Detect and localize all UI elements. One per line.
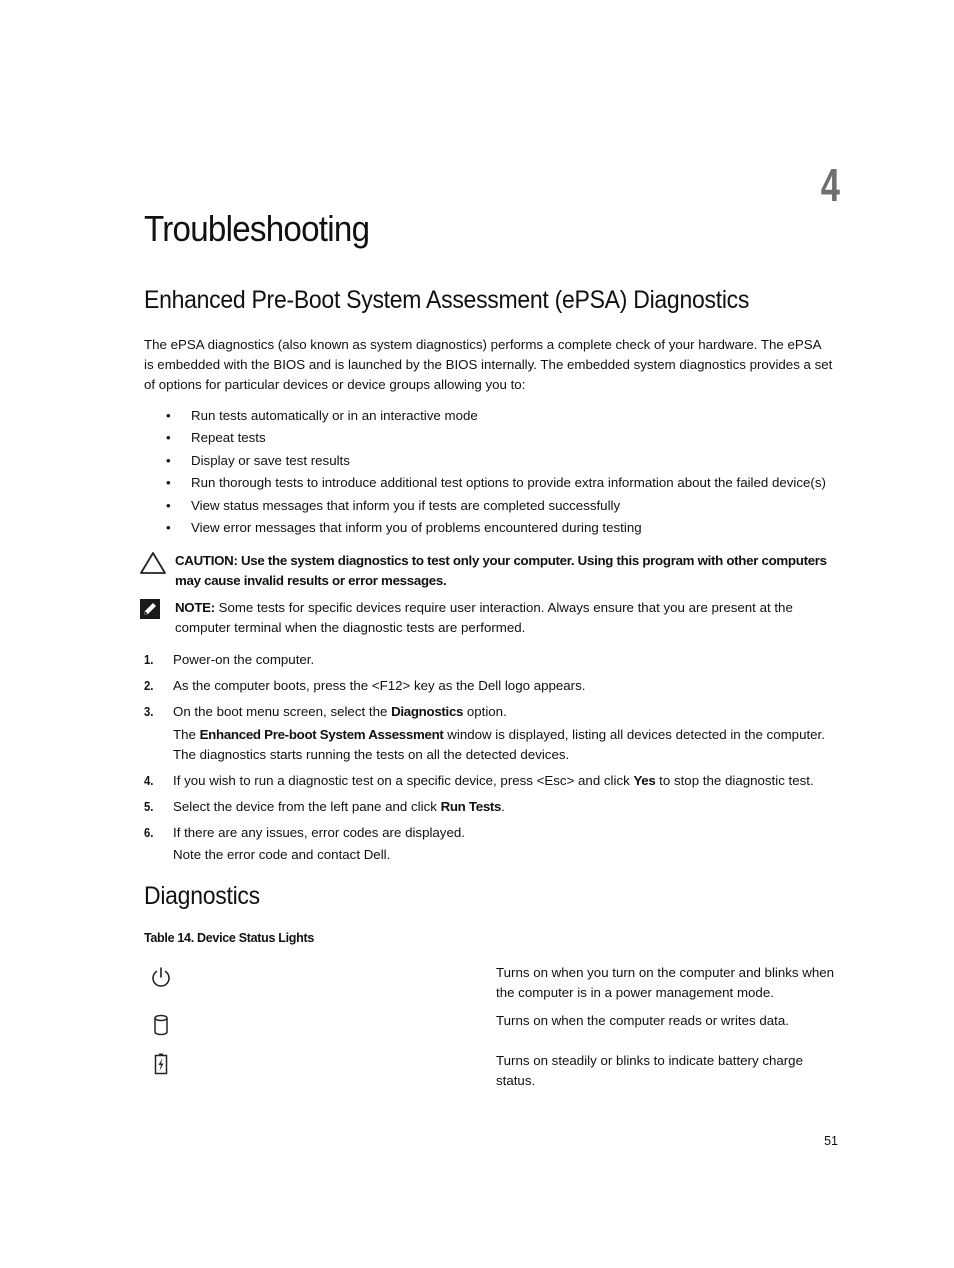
step-subtext: The Enhanced Pre-boot System Assessment window is displayed, listing all devices detected in the computer. The diagnostics starts running the tests on all the detected devices.: [173, 727, 825, 762]
list-item-text: View status messages that inform you if tests are completed successfully: [191, 497, 621, 513]
status-light-description: Turns on when you turn on the computer and blinks when the computer is in a power management mode.: [496, 965, 835, 1000]
step-text: As the computer boots, press the <F12> key as the Dell logo appears.: [173, 678, 586, 693]
step-text: If there are any issues, error codes are displayed.: [173, 825, 465, 840]
hard-drive-icon: [148, 1012, 174, 1038]
note-label: NOTE:: [175, 600, 215, 615]
procedure-steps: [144, 650, 834, 865]
step-text: Power-on the computer.: [173, 652, 315, 667]
list-item-text: Display or save test results: [191, 452, 350, 468]
list-item: • Repeat tests: [166, 430, 266, 446]
section-heading-epsa: Enhanced Pre-Boot System Assessment (ePSA) Diagnostics: [144, 286, 750, 314]
note-body: Some tests for specific devices require user interaction. Always ensure that you are present at the computer terminal when the diagnostic tests are performed.: [175, 600, 793, 635]
step-number: 4.: [144, 773, 154, 788]
note-text: [175, 598, 835, 637]
list-item-text: Run tests automatically or in an interactive mode: [191, 408, 478, 423]
step-subtext: Note the error code and contact Dell.: [173, 847, 391, 862]
step-number: 6.: [144, 825, 154, 840]
list-item: [144, 771, 834, 791]
list-item: [144, 823, 834, 865]
step-text: On the boot menu screen, select the Diagnostics option.: [173, 704, 507, 719]
table-caption: Table 14. Device Status Lights: [144, 931, 314, 945]
step-text: If you wish to run a diagnostic test on a specific device, press <Esc> and click Yes to stop the diagnostic test.: [173, 773, 814, 788]
list-item: [144, 702, 834, 765]
caution-text: CAUTION: Use the system diagnostics to test only your computer. Using this program with other computers may cause invalid results or error messages.: [175, 553, 827, 588]
list-item: • Display or save test results: [166, 452, 350, 468]
status-light-description: Turns on when the computer reads or writes data.: [496, 1013, 789, 1028]
battery-charge-icon: [148, 1051, 174, 1077]
list-item: [144, 650, 834, 670]
list-item-text: Repeat tests: [191, 430, 266, 446]
chapter-number: 4: [820, 159, 840, 211]
page-number: 51: [824, 1134, 838, 1148]
list-item-text: Run thorough tests to introduce additional test options to provide extra information about the failed device(s): [191, 475, 826, 491]
step-number: 3.: [144, 704, 154, 719]
status-light-description: Turns on steadily or blinks to indicate battery charge status.: [496, 1053, 803, 1088]
list-item: [144, 676, 834, 696]
section-heading-diagnostics: Diagnostics: [144, 882, 260, 910]
step-number: 2.: [144, 678, 154, 693]
chapter-title: Troubleshooting: [144, 208, 370, 249]
list-item: • Run tests automatically or in an interactive mode: [166, 408, 478, 423]
capability-list: [144, 405, 834, 539]
step-number: 5.: [144, 799, 154, 814]
step-text: Select the device from the left pane and click Run Tests.: [173, 799, 505, 814]
list-item-text: View error messages that inform you of problems encountered during testing: [191, 519, 642, 535]
power-icon: [148, 964, 174, 990]
list-item: • View status messages that inform you if tests are completed successfully: [166, 497, 621, 513]
intro-paragraph: The ePSA diagnostics (also known as system diagnostics) performs a complete check of your hardware. The ePSA is embedded with the BIOS and is launched by the BIOS internally. The embedded system diagnostics provides a set of options for particular devices or device groups allowing you to:: [144, 337, 833, 392]
list-item: • Run thorough tests to introduce additional test options to provide extra information about the failed device(s): [166, 475, 826, 491]
list-item: • View error messages that inform you of problems encountered during testing: [166, 519, 642, 535]
list-item: [144, 797, 834, 817]
step-number: 1.: [144, 652, 154, 667]
caution-triangle-icon: [139, 551, 167, 575]
note-pencil-icon: [139, 598, 161, 620]
